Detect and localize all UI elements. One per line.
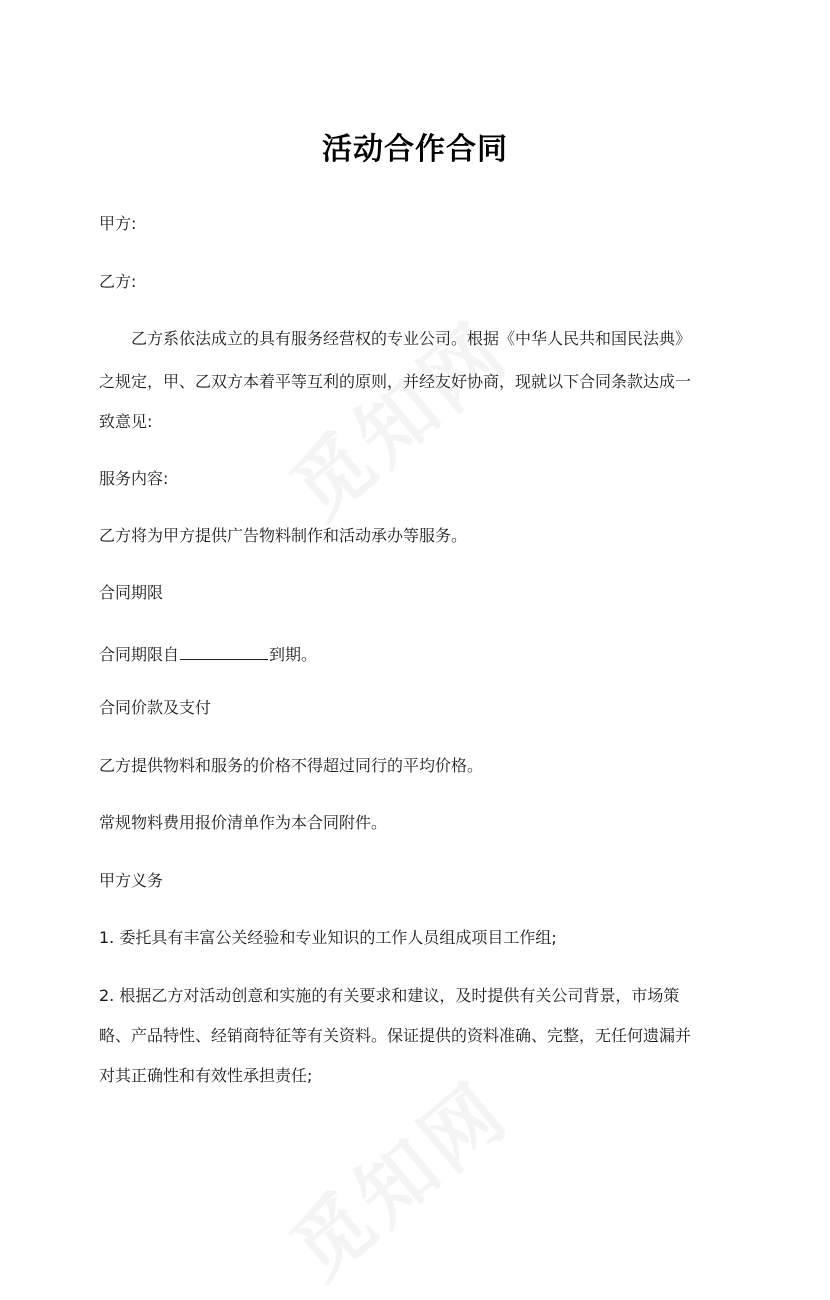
term-text-after: 到期。 [269, 645, 318, 664]
price-text-2: 常规物料费用报价清单作为本合同附件。 [99, 813, 388, 832]
intro-line-3: 致意见: [99, 412, 153, 431]
document-title: 活动合作合同 [322, 132, 508, 167]
obligation-heading: 甲方义务 [99, 871, 164, 890]
term-text-before: 合同期限自 [99, 645, 180, 664]
term-text [99, 641, 317, 665]
obligation-2-line-3: 对其正确性和有效性承担责任; [99, 1066, 313, 1085]
service-heading: 服务内容: [99, 469, 169, 488]
term-date-blank [180, 641, 268, 660]
intro-line-2: 之规定，甲、乙双方本着平等互利的原则，并经友好协商，现就以下合同条款达成一 [99, 372, 692, 391]
service-text: 乙方将为甲方提供广告物料制作和活动承办等服务。 [99, 526, 468, 545]
term-heading: 合同期限 [99, 583, 164, 602]
obligation-2-line-1: 2. 根据乙方对活动创意和实施的有关要求和建议，及时提供有关公司背景，市场策 [99, 986, 680, 1005]
watermark-bottom [263, 1052, 528, 1300]
party-a-label: 甲方: [99, 214, 137, 233]
intro-line-1: 乙方系依法成立的具有服务经营权的专业公司。根据《中华人民共和国民法典》 [131, 329, 692, 348]
obligation-1: 1. 委托具有丰富公关经验和专业知识的工作人员组成项目工作组; [99, 928, 557, 947]
obligation-2-line-2: 略、产品特性、经销商特征等有关资料。保证提供的资料准确、完整，无任何遗漏并 [99, 1026, 692, 1045]
price-heading: 合同价款及支付 [99, 698, 212, 717]
price-text-1: 乙方提供物料和服务的价格不得超过同行的平均价格。 [99, 756, 484, 775]
party-b-label: 乙方: [99, 272, 137, 291]
